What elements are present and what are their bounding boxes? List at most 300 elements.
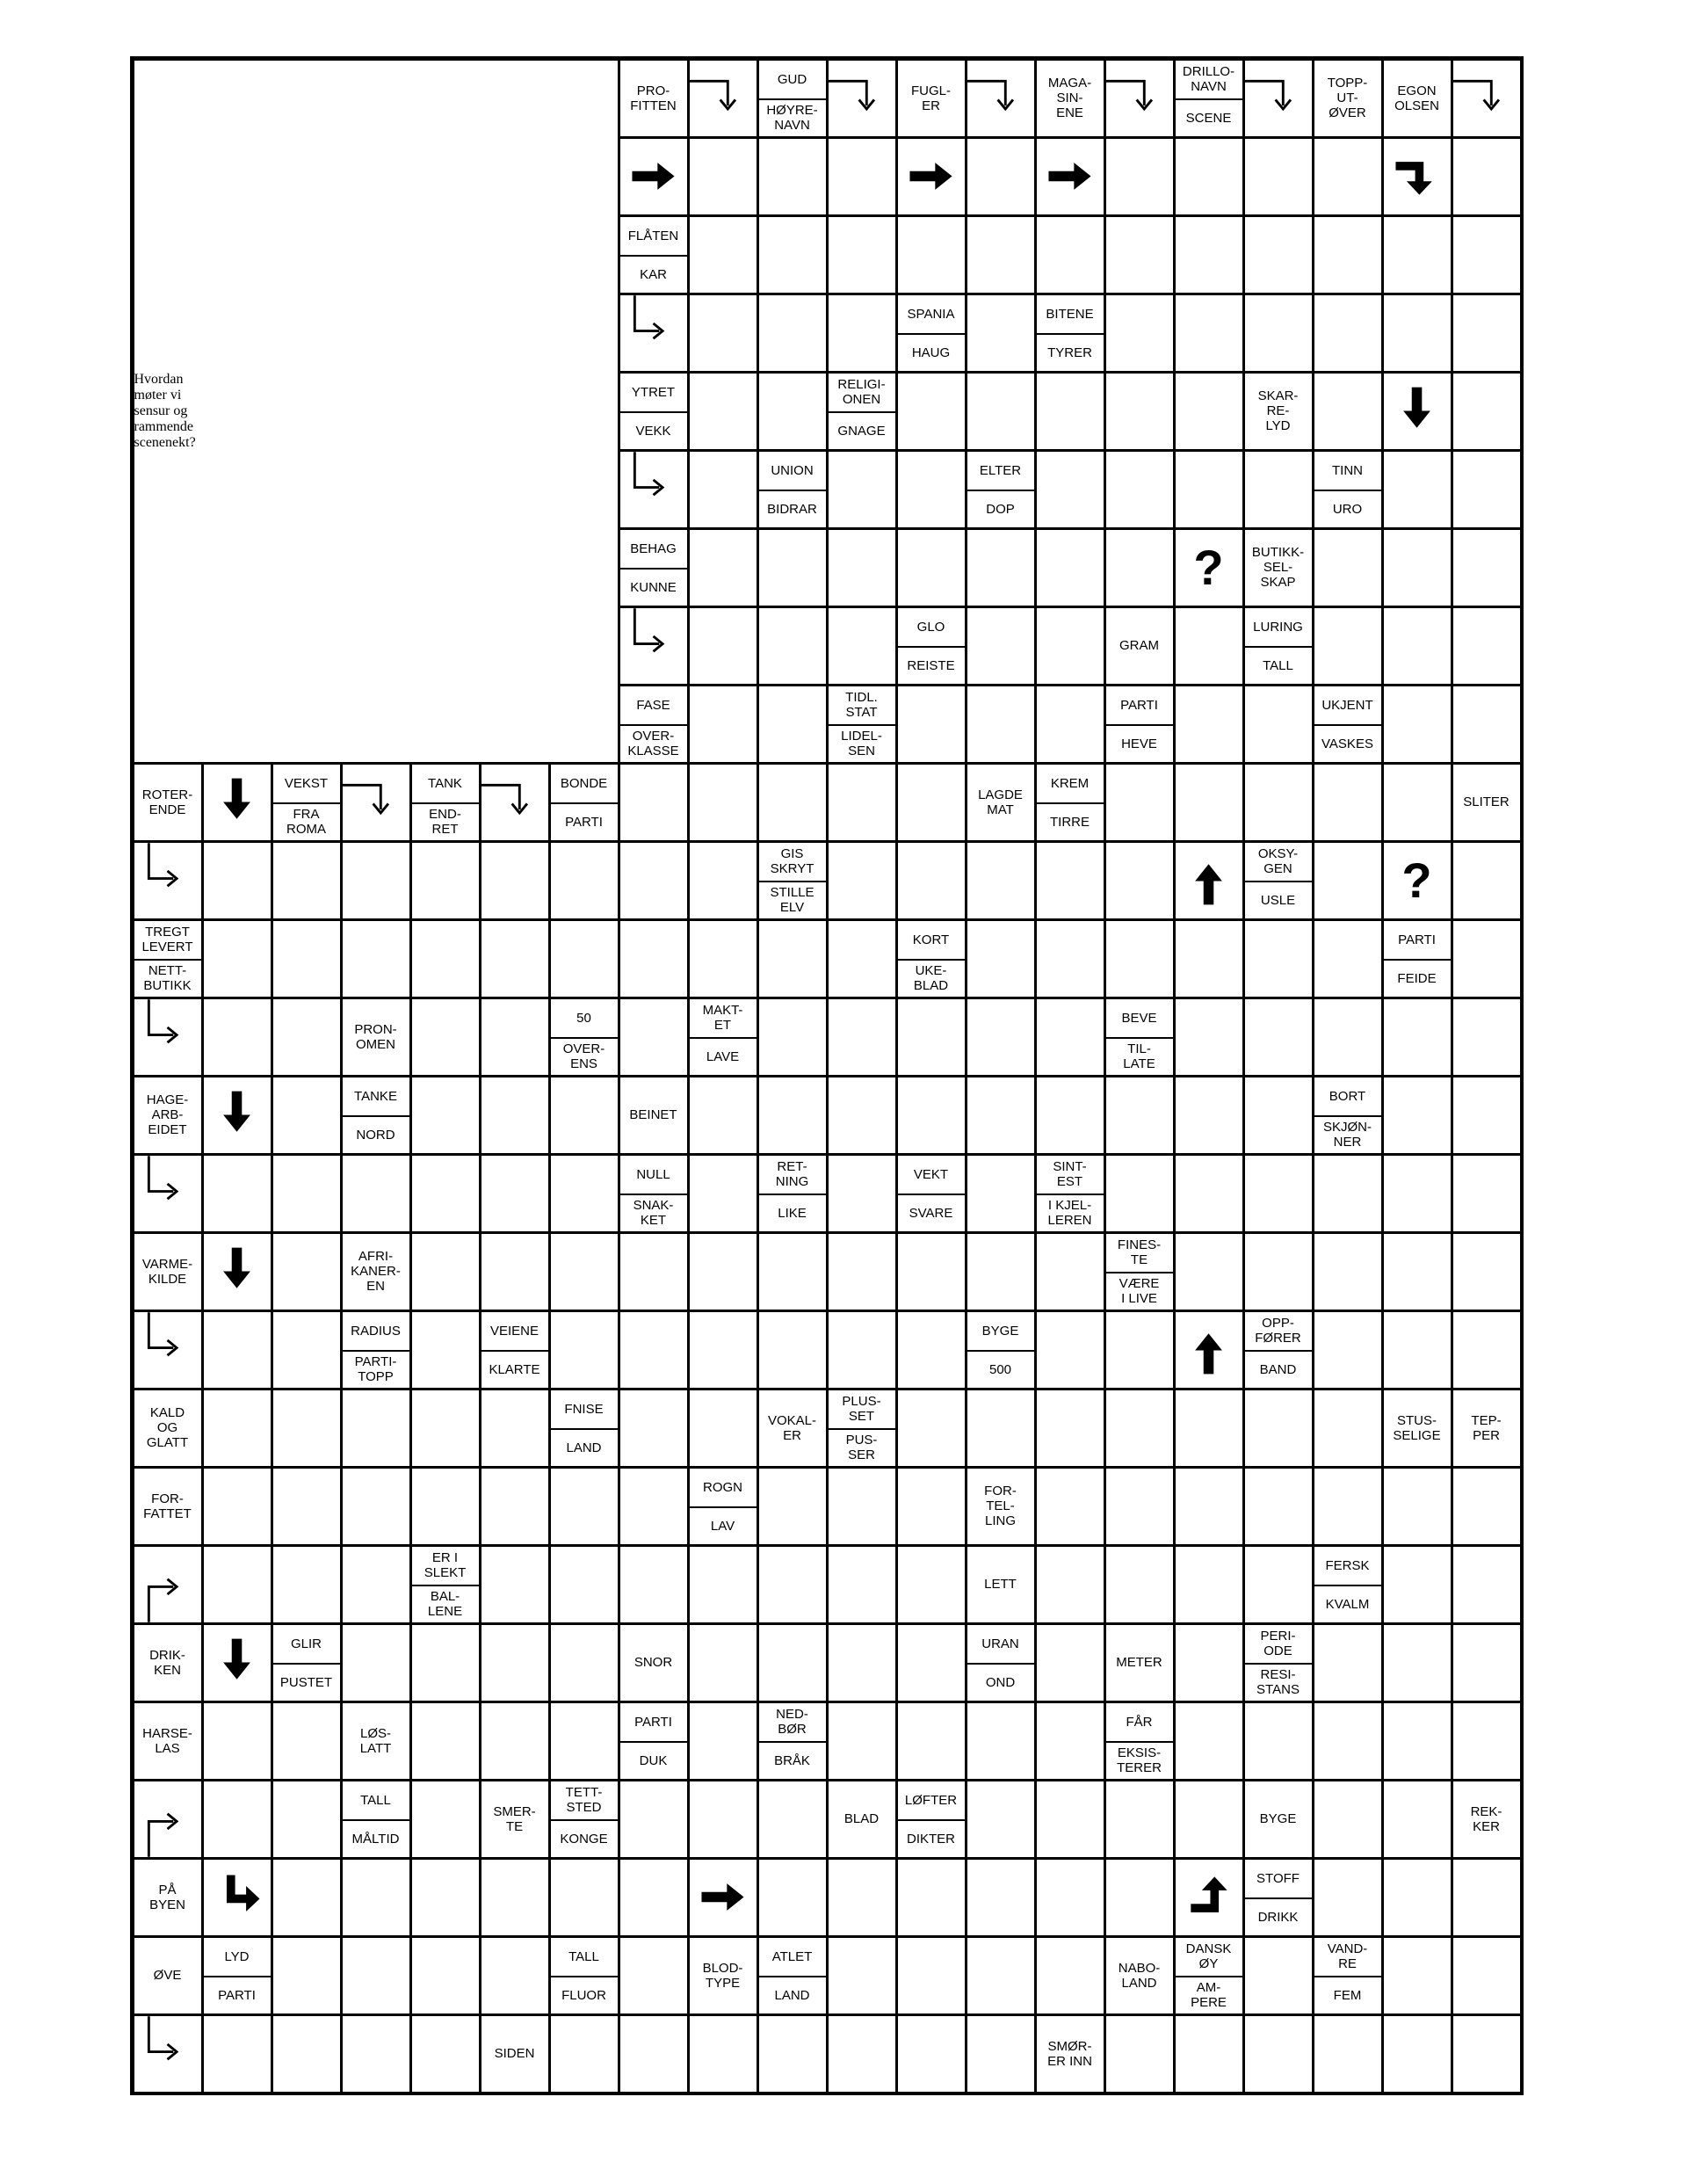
- answer-cell[interactable]: [1384, 2016, 1451, 2092]
- answer-cell[interactable]: [967, 1234, 1034, 1310]
- answer-cell[interactable]: [1176, 1312, 1242, 1388]
- answer-cell[interactable]: [412, 1860, 479, 1935]
- answer-cell[interactable]: [1037, 1781, 1104, 1857]
- answer-cell[interactable]: [829, 921, 895, 997]
- answer-cell[interactable]: [412, 999, 479, 1075]
- answer-cell[interactable]: [1106, 295, 1173, 371]
- answer-cell[interactable]: [690, 1234, 757, 1310]
- answer-cell[interactable]: [967, 999, 1034, 1075]
- answer-cell[interactable]: [1384, 999, 1451, 1075]
- answer-cell[interactable]: [690, 1312, 757, 1388]
- answer-cell[interactable]: [1106, 1781, 1173, 1857]
- answer-cell[interactable]: [829, 61, 895, 136]
- answer-cell[interactable]: [481, 1860, 548, 1935]
- answer-cell[interactable]: [273, 2016, 340, 2092]
- answer-cell[interactable]: [759, 1781, 826, 1857]
- answer-cell[interactable]: [829, 2016, 895, 2092]
- answer-cell[interactable]: [829, 1547, 895, 1622]
- answer-cell[interactable]: [967, 843, 1034, 918]
- answer-cell[interactable]: [1037, 921, 1104, 997]
- answer-cell[interactable]: [273, 999, 340, 1075]
- answer-cell[interactable]: [204, 999, 271, 1075]
- answer-cell[interactable]: [273, 1077, 340, 1153]
- answer-cell[interactable]: [1245, 139, 1312, 214]
- answer-cell[interactable]: [1037, 1312, 1104, 1388]
- answer-cell[interactable]: [690, 1625, 757, 1701]
- answer-cell[interactable]: [829, 1312, 895, 1388]
- answer-cell[interactable]: [1384, 608, 1451, 684]
- answer-cell[interactable]: [1384, 1703, 1451, 1779]
- answer-cell[interactable]: [204, 1547, 271, 1622]
- answer-cell[interactable]: [273, 1156, 340, 1231]
- answer-cell[interactable]: [1106, 139, 1173, 214]
- answer-cell[interactable]: [898, 999, 965, 1075]
- answer-cell[interactable]: [1453, 608, 1520, 684]
- answer-cell[interactable]: [343, 1547, 409, 1622]
- answer-cell[interactable]: [1314, 217, 1381, 293]
- answer-cell[interactable]: [134, 1156, 201, 1231]
- answer-cell[interactable]: [1037, 1390, 1104, 1466]
- answer-cell[interactable]: [1453, 295, 1520, 371]
- answer-cell[interactable]: [620, 139, 687, 214]
- answer-cell[interactable]: [898, 530, 965, 606]
- answer-cell[interactable]: [551, 1860, 618, 1935]
- answer-cell[interactable]: [412, 1156, 479, 1231]
- answer-cell[interactable]: [481, 1077, 548, 1153]
- answer-cell[interactable]: [1037, 843, 1104, 918]
- answer-cell[interactable]: [1314, 1156, 1381, 1231]
- answer-cell[interactable]: [1106, 452, 1173, 527]
- answer-cell[interactable]: [620, 608, 687, 684]
- answer-cell[interactable]: [1453, 1938, 1520, 2013]
- answer-cell[interactable]: [759, 1547, 826, 1622]
- answer-cell[interactable]: [620, 921, 687, 997]
- answer-cell[interactable]: [690, 1781, 757, 1857]
- answer-cell[interactable]: [412, 1312, 479, 1388]
- answer-cell[interactable]: [412, 1625, 479, 1701]
- answer-cell[interactable]: [1037, 217, 1104, 293]
- answer-cell[interactable]: [898, 1860, 965, 1935]
- answer-cell[interactable]: [759, 1625, 826, 1701]
- answer-cell[interactable]: [1245, 2016, 1312, 2092]
- answer-cell[interactable]: [1176, 765, 1242, 840]
- answer-cell[interactable]: [829, 1625, 895, 1701]
- answer-cell[interactable]: [273, 1781, 340, 1857]
- answer-cell[interactable]: [412, 1390, 479, 1466]
- answer-cell[interactable]: [1245, 1938, 1312, 2013]
- answer-cell[interactable]: [1176, 608, 1242, 684]
- answer-cell[interactable]: [1106, 1547, 1173, 1622]
- answer-cell[interactable]: [1037, 1625, 1104, 1701]
- answer-cell[interactable]: [1106, 1390, 1173, 1466]
- answer-cell[interactable]: [759, 1234, 826, 1310]
- answer-cell[interactable]: [967, 686, 1034, 762]
- answer-cell[interactable]: [759, 999, 826, 1075]
- answer-cell[interactable]: [690, 1703, 757, 1779]
- answer-cell[interactable]: [1176, 1390, 1242, 1466]
- answer-cell[interactable]: [1176, 999, 1242, 1075]
- answer-cell[interactable]: [759, 921, 826, 997]
- answer-cell[interactable]: [898, 139, 965, 214]
- answer-cell[interactable]: [343, 1860, 409, 1935]
- answer-cell[interactable]: [690, 1390, 757, 1466]
- answer-cell[interactable]: [204, 921, 271, 997]
- answer-cell[interactable]: [1245, 1547, 1312, 1622]
- answer-cell[interactable]: [690, 1547, 757, 1622]
- answer-cell[interactable]: [1037, 1469, 1104, 1544]
- answer-cell[interactable]: [690, 765, 757, 840]
- answer-cell[interactable]: [1245, 1469, 1312, 1544]
- answer-cell[interactable]: [759, 1860, 826, 1935]
- answer-cell[interactable]: [1176, 686, 1242, 762]
- answer-cell[interactable]: [204, 1625, 271, 1701]
- answer-cell[interactable]: [551, 1703, 618, 1779]
- answer-cell[interactable]: [1037, 139, 1104, 214]
- answer-cell[interactable]: [690, 1077, 757, 1153]
- answer-cell[interactable]: [967, 921, 1034, 997]
- answer-cell[interactable]: [620, 765, 687, 840]
- answer-cell[interactable]: [1314, 1703, 1381, 1779]
- answer-cell[interactable]: [967, 1703, 1034, 1779]
- answer-cell[interactable]: [1384, 452, 1451, 527]
- answer-cell[interactable]: [1384, 374, 1451, 449]
- answer-cell[interactable]: [1453, 1860, 1520, 1935]
- answer-cell[interactable]: [898, 452, 965, 527]
- answer-cell[interactable]: [1176, 1156, 1242, 1231]
- answer-cell[interactable]: [759, 1469, 826, 1544]
- answer-cell[interactable]: [551, 1234, 618, 1310]
- answer-cell[interactable]: [204, 1234, 271, 1310]
- answer-cell[interactable]: [1453, 1703, 1520, 1779]
- answer-cell[interactable]: [620, 999, 687, 1075]
- answer-cell[interactable]: [967, 1390, 1034, 1466]
- answer-cell[interactable]: [273, 1469, 340, 1544]
- answer-cell[interactable]: [967, 1938, 1034, 2013]
- answer-cell[interactable]: [1245, 921, 1312, 997]
- answer-cell[interactable]: [898, 217, 965, 293]
- answer-cell[interactable]: [898, 843, 965, 918]
- answer-cell[interactable]: [1314, 139, 1381, 214]
- answer-cell[interactable]: [898, 2016, 965, 2092]
- answer-cell[interactable]: [343, 2016, 409, 2092]
- answer-cell[interactable]: [551, 1547, 618, 1622]
- answer-cell[interactable]: [273, 1703, 340, 1779]
- answer-cell[interactable]: [1314, 1234, 1381, 1310]
- answer-cell[interactable]: [1106, 374, 1173, 449]
- answer-cell[interactable]: [134, 1781, 201, 1857]
- answer-cell[interactable]: [1176, 1469, 1242, 1544]
- answer-cell[interactable]: [967, 374, 1034, 449]
- answer-cell[interactable]: [898, 1703, 965, 1779]
- answer-cell[interactable]: [967, 217, 1034, 293]
- answer-cell[interactable]: [1106, 530, 1173, 606]
- answer-cell[interactable]: [1245, 1156, 1312, 1231]
- answer-cell[interactable]: [967, 61, 1034, 136]
- answer-cell[interactable]: [759, 217, 826, 293]
- answer-cell[interactable]: [1037, 1234, 1104, 1310]
- answer-cell[interactable]: [967, 1156, 1034, 1231]
- answer-cell[interactable]: [273, 1234, 340, 1310]
- answer-cell[interactable]: [343, 765, 409, 840]
- answer-cell[interactable]: [1314, 1390, 1381, 1466]
- answer-cell[interactable]: [620, 1234, 687, 1310]
- answer-cell[interactable]: [1176, 295, 1242, 371]
- answer-cell[interactable]: [343, 1156, 409, 1231]
- answer-cell[interactable]: [829, 1077, 895, 1153]
- answer-cell[interactable]: [829, 608, 895, 684]
- answer-cell[interactable]: [829, 999, 895, 1075]
- answer-cell[interactable]: [1384, 530, 1451, 606]
- answer-cell[interactable]: [1453, 139, 1520, 214]
- answer-cell[interactable]: [204, 2016, 271, 2092]
- answer-cell[interactable]: [690, 374, 757, 449]
- answer-cell[interactable]: [620, 1469, 687, 1544]
- answer-cell[interactable]: [898, 1938, 965, 2013]
- answer-cell[interactable]: [273, 1390, 340, 1466]
- answer-cell[interactable]: [759, 374, 826, 449]
- answer-cell[interactable]: [759, 608, 826, 684]
- answer-cell[interactable]: [1176, 921, 1242, 997]
- answer-cell[interactable]: [1037, 1547, 1104, 1622]
- answer-cell[interactable]: [481, 843, 548, 918]
- answer-cell[interactable]: [898, 1312, 965, 1388]
- answer-cell[interactable]: [829, 1938, 895, 2013]
- answer-cell[interactable]: [1106, 921, 1173, 997]
- answer-cell[interactable]: [759, 295, 826, 371]
- answer-cell[interactable]: [620, 2016, 687, 2092]
- answer-cell[interactable]: [412, 1703, 479, 1779]
- answer-cell[interactable]: [134, 999, 201, 1075]
- answer-cell[interactable]: [551, 843, 618, 918]
- answer-cell[interactable]: [1453, 61, 1520, 136]
- answer-cell[interactable]: [1245, 686, 1312, 762]
- answer-cell[interactable]: [412, 921, 479, 997]
- answer-cell[interactable]: [1106, 765, 1173, 840]
- answer-cell[interactable]: [1453, 1547, 1520, 1622]
- answer-cell[interactable]: [204, 1781, 271, 1857]
- answer-cell[interactable]: [759, 530, 826, 606]
- answer-cell[interactable]: [967, 530, 1034, 606]
- answer-cell[interactable]: [1384, 1625, 1451, 1701]
- answer-cell[interactable]: [1453, 1234, 1520, 1310]
- answer-cell[interactable]: [1245, 452, 1312, 527]
- answer-cell[interactable]: [1384, 686, 1451, 762]
- answer-cell[interactable]: [898, 765, 965, 840]
- answer-cell[interactable]: [1245, 61, 1312, 136]
- answer-cell[interactable]: [1245, 295, 1312, 371]
- answer-cell[interactable]: [898, 1547, 965, 1622]
- answer-cell[interactable]: [829, 452, 895, 527]
- answer-cell[interactable]: [1384, 1781, 1451, 1857]
- answer-cell[interactable]: [1037, 686, 1104, 762]
- answer-cell[interactable]: [1384, 1469, 1451, 1544]
- answer-cell[interactable]: [273, 921, 340, 997]
- answer-cell[interactable]: [620, 1547, 687, 1622]
- answer-cell[interactable]: [898, 374, 965, 449]
- answer-cell[interactable]: [204, 1390, 271, 1466]
- answer-cell[interactable]: [690, 686, 757, 762]
- answer-cell[interactable]: [898, 1625, 965, 1701]
- answer-cell[interactable]: [273, 1938, 340, 2013]
- answer-cell[interactable]: [1453, 2016, 1520, 2092]
- answer-cell[interactable]: [1453, 452, 1520, 527]
- answer-cell[interactable]: [690, 1156, 757, 1231]
- answer-cell[interactable]: [1384, 1938, 1451, 2013]
- answer-cell[interactable]: [1453, 999, 1520, 1075]
- answer-cell[interactable]: [204, 1860, 271, 1935]
- answer-cell[interactable]: [1453, 1312, 1520, 1388]
- answer-cell[interactable]: [1037, 999, 1104, 1075]
- answer-cell[interactable]: [690, 921, 757, 997]
- answer-cell[interactable]: [1176, 1781, 1242, 1857]
- answer-cell[interactable]: [1106, 1156, 1173, 1231]
- answer-cell[interactable]: [273, 1312, 340, 1388]
- answer-cell[interactable]: [551, 1469, 618, 1544]
- answer-cell[interactable]: [1314, 608, 1381, 684]
- answer-cell[interactable]: [1314, 530, 1381, 606]
- answer-cell[interactable]: [481, 999, 548, 1075]
- answer-cell[interactable]: [620, 1860, 687, 1935]
- answer-cell[interactable]: [1245, 1703, 1312, 1779]
- answer-cell[interactable]: [1453, 1077, 1520, 1153]
- answer-cell[interactable]: [412, 843, 479, 918]
- answer-cell[interactable]: [829, 217, 895, 293]
- answer-cell[interactable]: [343, 1469, 409, 1544]
- answer-cell[interactable]: [1384, 1547, 1451, 1622]
- answer-cell[interactable]: [1245, 765, 1312, 840]
- answer-cell[interactable]: [690, 530, 757, 606]
- answer-cell[interactable]: [1453, 843, 1520, 918]
- answer-cell[interactable]: [481, 1625, 548, 1701]
- answer-cell[interactable]: [1453, 686, 1520, 762]
- answer-cell[interactable]: [551, 1156, 618, 1231]
- answer-cell[interactable]: [1245, 1390, 1312, 1466]
- answer-cell[interactable]: [1314, 1625, 1381, 1701]
- answer-cell[interactable]: [551, 1077, 618, 1153]
- answer-cell[interactable]: [481, 1469, 548, 1544]
- answer-cell[interactable]: [1037, 374, 1104, 449]
- answer-cell[interactable]: [967, 2016, 1034, 2092]
- answer-cell[interactable]: [1314, 1469, 1381, 1544]
- answer-cell[interactable]: [829, 1469, 895, 1544]
- answer-cell[interactable]: [343, 1625, 409, 1701]
- answer-cell[interactable]: [620, 1781, 687, 1857]
- answer-cell[interactable]: [898, 1469, 965, 1544]
- answer-cell[interactable]: [1314, 1312, 1381, 1388]
- answer-cell[interactable]: [759, 765, 826, 840]
- answer-cell[interactable]: [1314, 921, 1381, 997]
- answer-cell[interactable]: [551, 2016, 618, 2092]
- answer-cell[interactable]: [1176, 1625, 1242, 1701]
- answer-cell[interactable]: [690, 139, 757, 214]
- answer-cell[interactable]: [1384, 1077, 1451, 1153]
- answer-cell[interactable]: [204, 843, 271, 918]
- answer-cell[interactable]: [481, 1703, 548, 1779]
- answer-cell[interactable]: [1314, 295, 1381, 371]
- answer-cell[interactable]: [1453, 1156, 1520, 1231]
- answer-cell[interactable]: [620, 1390, 687, 1466]
- answer-cell[interactable]: [1176, 1077, 1242, 1153]
- answer-cell[interactable]: [412, 1234, 479, 1310]
- answer-cell[interactable]: [620, 1938, 687, 2013]
- answer-cell[interactable]: [1453, 530, 1520, 606]
- answer-cell[interactable]: [412, 1938, 479, 2013]
- answer-cell[interactable]: [1176, 1703, 1242, 1779]
- answer-cell[interactable]: [134, 1312, 201, 1388]
- answer-cell[interactable]: [967, 139, 1034, 214]
- answer-cell[interactable]: [204, 1703, 271, 1779]
- answer-cell[interactable]: [759, 1312, 826, 1388]
- answer-cell[interactable]: [1176, 2016, 1242, 2092]
- answer-cell[interactable]: [1106, 1312, 1173, 1388]
- answer-cell[interactable]: [412, 1469, 479, 1544]
- answer-cell[interactable]: [690, 217, 757, 293]
- answer-cell[interactable]: [759, 686, 826, 762]
- answer-cell[interactable]: [620, 452, 687, 527]
- answer-cell[interactable]: [273, 843, 340, 918]
- answer-cell[interactable]: [1037, 1703, 1104, 1779]
- answer-cell[interactable]: [1384, 1234, 1451, 1310]
- answer-cell[interactable]: [967, 608, 1034, 684]
- answer-cell[interactable]: [759, 1077, 826, 1153]
- answer-cell[interactable]: [481, 1234, 548, 1310]
- answer-cell[interactable]: [1384, 1860, 1451, 1935]
- answer-cell[interactable]: [343, 1938, 409, 2013]
- answer-cell[interactable]: [1384, 1312, 1451, 1388]
- answer-cell[interactable]: [1384, 765, 1451, 840]
- answer-cell[interactable]: [1314, 765, 1381, 840]
- answer-cell[interactable]: [412, 1781, 479, 1857]
- answer-cell[interactable]: [1037, 452, 1104, 527]
- answer-cell[interactable]: [1037, 1077, 1104, 1153]
- answer-cell[interactable]: [1245, 999, 1312, 1075]
- answer-cell[interactable]: [690, 2016, 757, 2092]
- answer-cell[interactable]: [134, 2016, 201, 2092]
- answer-cell[interactable]: [134, 843, 201, 918]
- answer-cell[interactable]: [481, 1156, 548, 1231]
- answer-cell[interactable]: [1106, 1469, 1173, 1544]
- answer-cell[interactable]: [1106, 1860, 1173, 1935]
- answer-cell[interactable]: [204, 1312, 271, 1388]
- answer-cell[interactable]: [204, 1156, 271, 1231]
- answer-cell[interactable]: [1384, 139, 1451, 214]
- answer-cell[interactable]: [829, 530, 895, 606]
- answer-cell[interactable]: [1106, 1077, 1173, 1153]
- answer-cell[interactable]: [690, 61, 757, 136]
- answer-cell[interactable]: [1176, 217, 1242, 293]
- answer-cell[interactable]: [759, 2016, 826, 2092]
- answer-cell[interactable]: [898, 1390, 965, 1466]
- answer-cell[interactable]: [412, 2016, 479, 2092]
- answer-cell[interactable]: [1453, 374, 1520, 449]
- answer-cell[interactable]: [134, 1547, 201, 1622]
- answer-cell[interactable]: [898, 1234, 965, 1310]
- answer-cell[interactable]: [829, 1234, 895, 1310]
- answer-cell[interactable]: [481, 765, 548, 840]
- answer-cell[interactable]: [1384, 295, 1451, 371]
- answer-cell[interactable]: [1314, 1781, 1381, 1857]
- answer-cell[interactable]: [1384, 217, 1451, 293]
- answer-cell[interactable]: [1453, 1469, 1520, 1544]
- answer-cell[interactable]: [551, 1625, 618, 1701]
- answer-cell[interactable]: [1176, 374, 1242, 449]
- answer-cell[interactable]: [690, 608, 757, 684]
- answer-cell[interactable]: [273, 1860, 340, 1935]
- answer-cell[interactable]: [551, 921, 618, 997]
- answer-cell[interactable]: [1037, 1860, 1104, 1935]
- answer-cell[interactable]: [1037, 1938, 1104, 2013]
- answer-cell[interactable]: [690, 452, 757, 527]
